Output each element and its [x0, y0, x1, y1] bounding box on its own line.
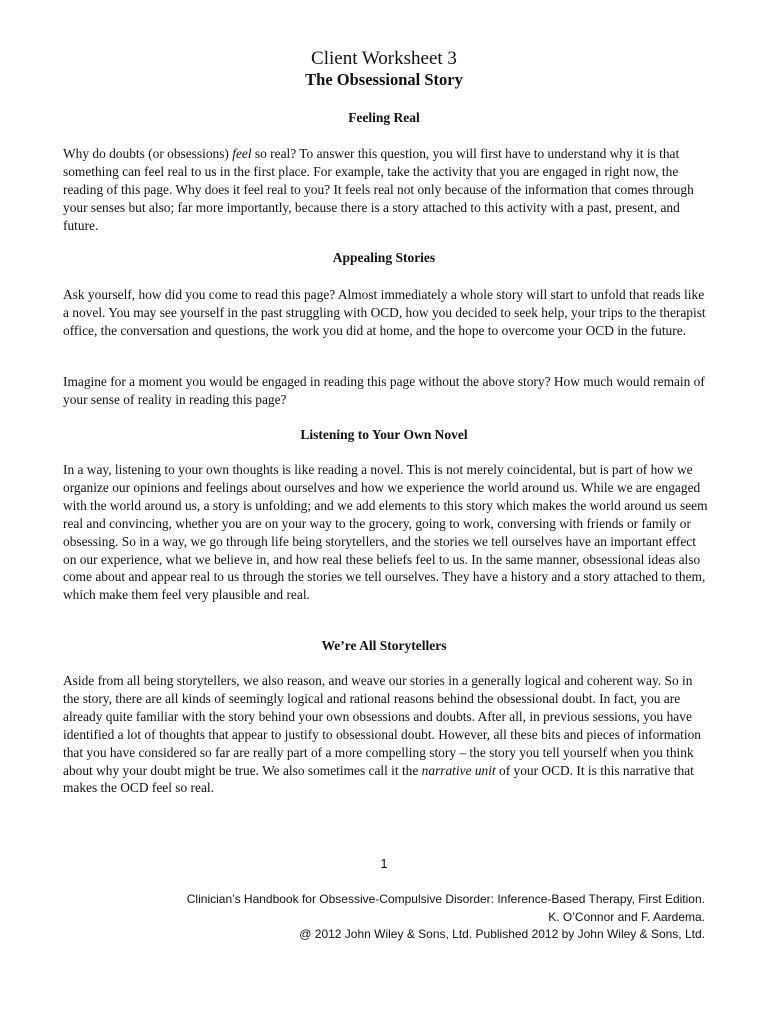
paragraph-storytellers [63, 672, 708, 797]
section-heading-appealing-stories: Appealing Stories [332, 250, 436, 265]
section-heading-storytellers: We’re All Storytellers [321, 638, 447, 653]
page-number: 1 [380, 856, 388, 871]
paragraph-appealing-stories-2: Imagine for a moment you would be engaged in reading this page without the above story? How much would remain of your sense of reality in reading this page? [63, 374, 705, 407]
section-heading-listening: Listening to Your Own Novel [300, 427, 468, 442]
paragraph-text: so real? To answer this question, you will first have to understand why it is that something can feel real to us in the first place. For example, take the activity that you are engaged in right now, the reading of this page. Why does it feel real to you? It feels real not only because of the information that comes through your senses but also; far more importantly, because there is a story attached to this activity with a past, present, and future. [63, 146, 694, 233]
section-heading-feeling-real: Feeling Real [348, 110, 420, 125]
citation-footer [187, 891, 705, 944]
footer-book-title: Clinician’s Handbook for Obsessive-Compulsive Disorder: Inference-Based Therapy, First Edition. [186, 892, 705, 906]
paragraph-listening: In a way, listening to your own thoughts is like reading a novel. This is not merely coincidental, but is part of how we organize our opinions and feelings about ourselves and how we experience the world around us. While we are engaged with the world around us, a story is unfolding; and we add elements to this story which makes the world around us seem real and convincing, whether you are on your way to the grocery, going to work, conversing with friends or family or obsessing. So in a way, we go through life being storytellers, and the stories we tell ourselves have an important effect on our experience, what we believe in, and how real these beliefs feel to us. In the same manner, obsessional ideas also come about and appear real to us through the stories we tell ourselves. They have a history and a story attached to them, which make them feel very plausible and real. [63, 462, 708, 603]
footer-copyright: @ 2012 John Wiley & Sons, Ltd. Published 2012 by John Wiley & Sons, Ltd. [299, 927, 705, 941]
document-title: Client Worksheet 3 [311, 48, 457, 69]
paragraph-text: Aside from all being storytellers, we also reason, and weave our stories in a generally logical and coherent way. So in the story, there are all kinds of seemingly logical and rational reasons behind the obsessional doubt. In fact, you are already quite familiar with the story behind your own obsessions and doubts. After all, in previous sessions, you have identified a lot of thoughts that appear to justify to obsessional doubt. However, all these bits and pieces of information that you have considered so far are really part of a more compelling story – the story you tell yourself when you think about why your doubt might be true. We also sometimes call it the [63, 673, 701, 778]
document-subtitle: The Obsessional Story [305, 70, 463, 89]
emphasis-text: narrative unit [421, 762, 496, 778]
paragraph-text: of your OCD. It is this narrative that makes the OCD feel so real. [63, 762, 694, 796]
paragraph-feeling-real [63, 145, 708, 235]
emphasis-text: feel [232, 146, 252, 161]
paragraph-text: Why do doubts (or obsessions) [63, 146, 233, 161]
paragraph-appealing-stories-1: Ask yourself, how did you come to read this page? Almost immediately a whole story will start to unfold that reads like a novel. You may see yourself in the past struggling with OCD, how you decided to seek help, your trips to the therapist office, the conversation and questions, the work you did at home, and the hope to overcome your OCD in the future. [63, 287, 706, 338]
footer-authors: K. O’Connor and F. Aardema. [548, 909, 705, 924]
